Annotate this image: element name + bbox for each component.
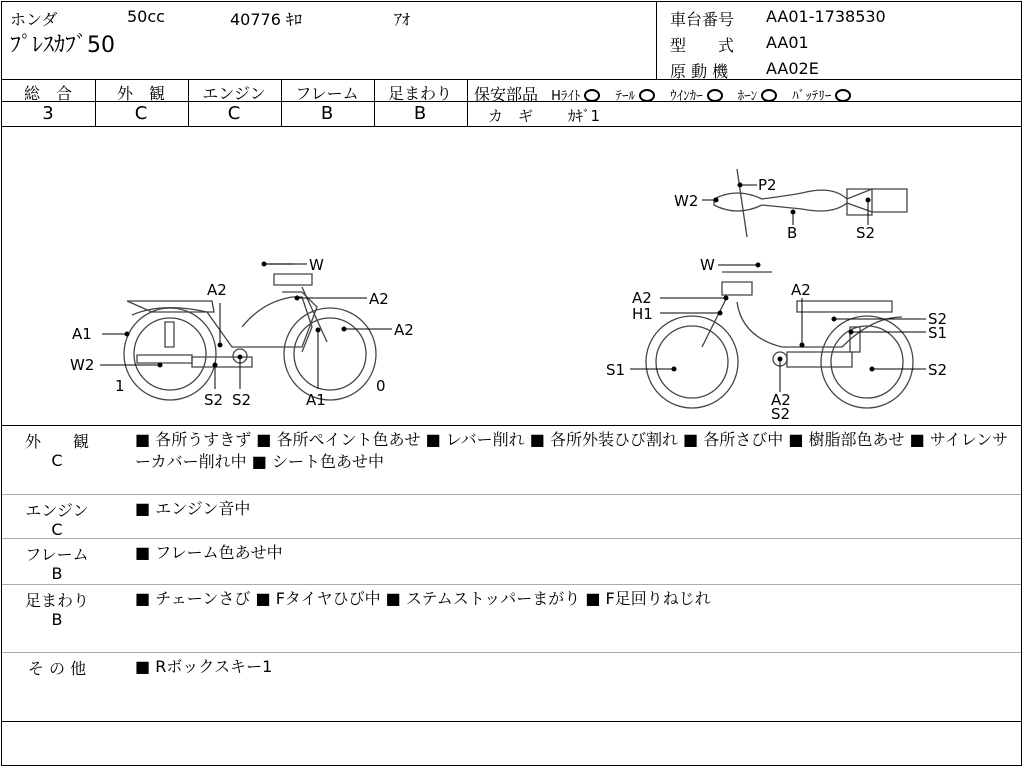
right-leader-lines bbox=[630, 263, 926, 392]
diag-label: A1 bbox=[72, 325, 92, 343]
diag-label: S2 bbox=[928, 310, 948, 328]
grade-overall-label: 総 合 bbox=[23, 84, 72, 103]
safety-label: 保安部品 bbox=[474, 85, 539, 104]
ok-circle-icon bbox=[835, 89, 851, 102]
section-frame-text: ■ フレーム色あせ中 bbox=[135, 543, 283, 562]
scooter-left-side bbox=[124, 264, 376, 400]
ok-circle-icon bbox=[584, 89, 600, 102]
diag-label: S2 bbox=[204, 391, 224, 409]
diag-label: S2 bbox=[232, 391, 252, 409]
diag-label: A2 bbox=[207, 281, 227, 299]
grade-overall-value: 3 bbox=[42, 103, 54, 124]
grade-engine-value: C bbox=[227, 103, 241, 124]
section-other-text: ■ Rボックスキー1 bbox=[135, 657, 273, 676]
grade-frame-value: B bbox=[320, 103, 334, 124]
section-engine-grade: C bbox=[51, 520, 63, 539]
section-frame-label: フレーム bbox=[25, 545, 89, 564]
safety-tail: ﾃｰﾙ bbox=[615, 89, 635, 104]
section-exterior-grade: C bbox=[51, 451, 63, 470]
diag-label: W2 bbox=[70, 356, 95, 374]
diag-label: W2 bbox=[674, 192, 699, 210]
section-suspension-text: ■ チェーンさび ■ Fタイヤひび中 ■ ステムストッパーまがり ■ F足回りねじれ bbox=[135, 589, 711, 608]
section-suspension-label: 足まわり bbox=[24, 591, 89, 610]
section-engine-label: エンジン bbox=[25, 501, 89, 520]
diag-label: S2 bbox=[856, 224, 876, 242]
chassis-label: 車台番号 bbox=[670, 10, 735, 29]
diag-label: S1 bbox=[928, 324, 948, 342]
type-label: 型 式 bbox=[670, 36, 735, 55]
color: ｱｵ bbox=[394, 10, 411, 29]
ok-circle-icon bbox=[707, 89, 723, 102]
section-suspension-grade: B bbox=[51, 610, 63, 629]
section-engine-text: ■ エンジン音中 bbox=[135, 499, 251, 518]
diag-label: A2 bbox=[394, 321, 414, 339]
safety-winker: ｳｲﾝｶｰ bbox=[670, 89, 703, 104]
diag-label: A2 bbox=[791, 281, 811, 299]
ok-circle-icon bbox=[639, 89, 655, 102]
ok-circle-icon bbox=[761, 89, 777, 102]
grade-engine-label: エンジン bbox=[202, 84, 266, 103]
diag-label: A2 bbox=[632, 289, 652, 307]
safety-battery: ﾊﾞｯﾃﾘｰ bbox=[792, 89, 832, 104]
type-value: AA01 bbox=[766, 33, 809, 52]
section-other-label: そ の 他 bbox=[27, 659, 87, 678]
safety-headlight: Hﾗｲﾄ bbox=[551, 89, 581, 104]
diag-label: S2 bbox=[771, 405, 791, 423]
grade-suspension-value: B bbox=[413, 103, 427, 124]
diag-label: S1 bbox=[606, 361, 626, 379]
diag-label: P2 bbox=[758, 176, 777, 194]
section-frame-grade: B bbox=[51, 564, 63, 583]
diag-label: S2 bbox=[928, 361, 948, 379]
left-leader-lines bbox=[100, 262, 392, 389]
key-label: カ ギ bbox=[488, 107, 534, 125]
chassis-value: AA01-1738530 bbox=[766, 7, 886, 26]
grade-exterior-label: 外 観 bbox=[116, 84, 165, 103]
model-name: ﾌﾟﾚｽｶﾌﾞ50 bbox=[10, 33, 115, 58]
grade-exterior-value: C bbox=[134, 103, 148, 124]
grade-frame-label: フレーム bbox=[295, 84, 359, 103]
displacement: 50cc bbox=[127, 7, 165, 26]
diag-label: A2 bbox=[771, 391, 791, 409]
diag-label: 1 bbox=[115, 377, 125, 395]
safety-horn: ﾎｰﾝ bbox=[737, 89, 758, 104]
section-exterior-label: 外 観 bbox=[24, 432, 89, 451]
safety-parts bbox=[474, 82, 861, 105]
diag-label: W bbox=[309, 256, 324, 274]
mileage: 40776 ｷﾛ bbox=[230, 10, 302, 29]
grade-suspension-label: 足まわり bbox=[387, 84, 452, 103]
section-exterior-text: ■ 各所うすきず ■ 各所ペイント色あせ ■ レバー削れ ■ 各所外装ひび割れ ■ 各所さび中 ■ 樹脂部色あせ ■ サイレンサーカバー削れ中 ■ シート色あせ中 bbox=[135, 430, 1009, 471]
top-labels bbox=[674, 176, 875, 242]
damage-diagram bbox=[2, 127, 1021, 425]
engine-value: AA02E bbox=[766, 59, 819, 78]
scooter-top-view bbox=[714, 169, 907, 237]
diag-label: A2 bbox=[369, 290, 389, 308]
diag-label: 0 bbox=[376, 377, 386, 395]
diag-label: H1 bbox=[632, 305, 653, 323]
engine-label: 原 動 機 bbox=[670, 62, 729, 81]
key-value: ｶｷﾞ1 bbox=[568, 107, 601, 125]
maker: ホンダ bbox=[10, 10, 58, 29]
diag-label: W bbox=[700, 256, 715, 274]
diag-label: B bbox=[787, 224, 798, 242]
inspection-sheet bbox=[1, 1, 1022, 766]
diag-label: A1 bbox=[306, 391, 326, 409]
